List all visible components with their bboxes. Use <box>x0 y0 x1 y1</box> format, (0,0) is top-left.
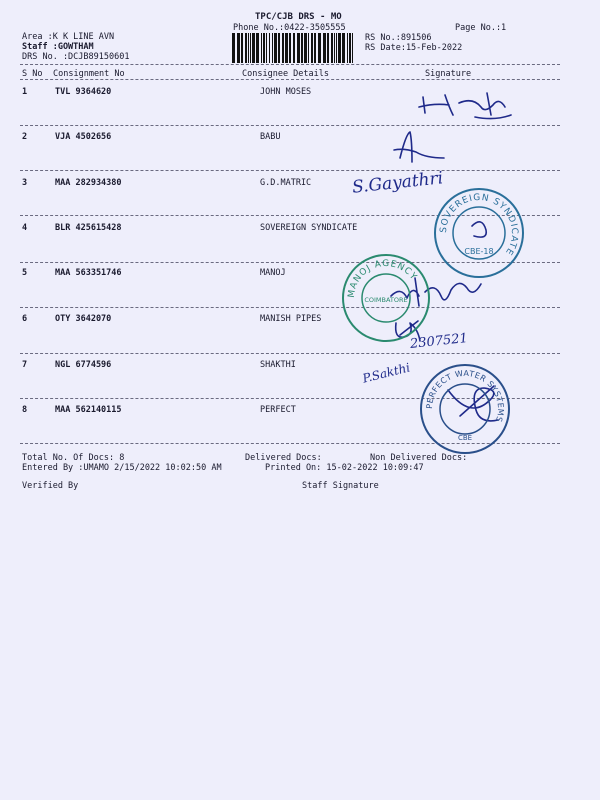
handwritten-name: S.Gayathri <box>351 168 445 198</box>
company-stamp <box>340 252 432 344</box>
row-consignment: NGL 6774596 <box>55 360 112 370</box>
row-consignee: SHAKTHI <box>260 360 296 370</box>
page-number: Page No.:1 <box>455 23 507 33</box>
barcode <box>230 33 358 63</box>
row-consignee: MANOJ <box>260 268 286 278</box>
row-consignment: OTY 3642070 <box>55 314 112 324</box>
drs-number: DRS No. :DCJB89150601 <box>22 52 130 62</box>
stamp-text: CBE-18 <box>464 247 494 256</box>
handwritten-number: 2307521 <box>409 331 469 352</box>
stamp-text: PERFECT WATER SYSTEMS <box>424 368 506 424</box>
row-sno: 3 <box>22 178 28 188</box>
verified-by: Verified By <box>22 481 79 491</box>
non-delivered-docs: Non Delivered Docs: <box>370 453 468 463</box>
phone-number: Phone No.:0422-3505555 <box>233 23 346 33</box>
stamp-text: SOVEREIGN SYNDICATE <box>438 192 520 257</box>
row-consignee: BABU <box>260 132 281 142</box>
row-consignee: SOVEREIGN SYNDICATE <box>260 223 358 233</box>
company-stamp <box>418 362 512 456</box>
divider <box>20 353 560 354</box>
total-docs: Total No. Of Docs: 8 <box>22 453 125 463</box>
company-stamp <box>432 186 526 280</box>
divider <box>20 170 560 171</box>
col-consignee: Consignee Details <box>242 69 329 79</box>
rs-date: RS Date:15-Feb-2022 <box>365 43 463 53</box>
signature-scribble <box>390 128 470 168</box>
delivered-docs: Delivered Docs: <box>245 453 322 463</box>
row-consignment: TVL 9364620 <box>55 87 112 97</box>
rs-number: RS No.:891506 <box>365 33 432 43</box>
report-title: TPC/CJB DRS - MO <box>255 12 342 22</box>
row-consignment: MAA 563351746 <box>55 268 122 278</box>
row-consignee: MANISH PIPES <box>260 314 322 324</box>
stamp-text: MANOJ AGENCY <box>346 258 419 299</box>
divider <box>20 79 560 80</box>
row-sno: 2 <box>22 132 28 142</box>
row-sno: 5 <box>22 268 28 278</box>
row-consignee: PERFECT <box>260 405 296 415</box>
row-sno: 7 <box>22 360 28 370</box>
row-consignee: JOHN MOSES <box>260 87 312 97</box>
staff-label: Staff :GOWTHAM <box>22 42 94 52</box>
col-consignment: Consignment No <box>53 69 125 79</box>
printed-on: Printed On: 15-02-2022 10:09:47 <box>265 463 424 473</box>
svg-text:PERFECT WATER SYSTEMS <box>425 369 505 423</box>
area-label: Area :K K LINE AVN <box>22 32 115 42</box>
stamp-text: CBE <box>457 434 473 442</box>
stamp-text: COIMBATORE <box>364 296 408 304</box>
signature-scribble <box>415 85 525 130</box>
row-sno: 4 <box>22 223 28 233</box>
col-sno: S No <box>22 69 43 79</box>
col-signature: Signature <box>425 69 472 79</box>
row-sno: 8 <box>22 405 28 415</box>
entered-by: Entered By :UMAMO 2/15/2022 10:02:50 AM <box>22 463 222 473</box>
row-consignment: VJA 4502656 <box>55 132 112 142</box>
row-consignment: MAA 282934380 <box>55 178 122 188</box>
divider <box>20 64 560 65</box>
staff-signature: Staff Signature <box>302 481 379 491</box>
row-sno: 6 <box>22 314 28 324</box>
handwritten-name: P.Sakthi <box>361 360 412 386</box>
row-consignment: MAA 562140115 <box>55 405 122 415</box>
row-consignee: G.D.MATRIC <box>260 178 312 188</box>
row-consignment: BLR 425615428 <box>55 223 122 233</box>
row-sno: 1 <box>22 87 28 97</box>
